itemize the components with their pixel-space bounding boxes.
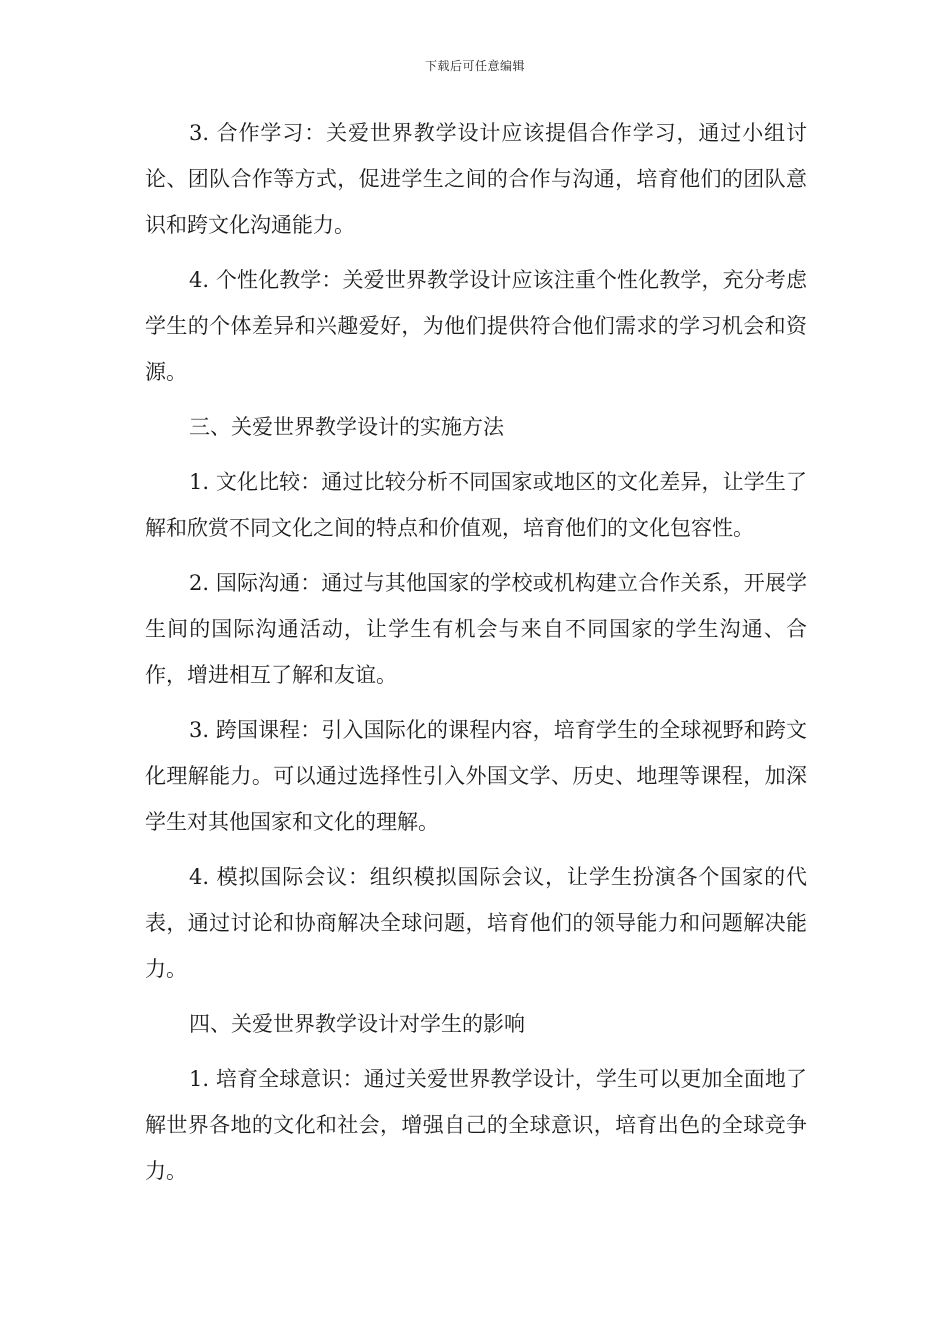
section-heading-implementation: 三、关爱世界教学设计的实施方法 — [189, 415, 504, 439]
paragraph-personalized-teaching: 4. 个性化教学：关爱世界教学设计应该注重个性化教学，充分考虑学生的个体差异和兴趣爱好，为他们提供符合他们需求的学习机会和资源。 — [145, 268, 807, 384]
paragraph-global-awareness: 1. 培育全球意识：通过关爱世界教学设计，学生可以更加全面地了解世界各地的文化和社会，增强自己的全球意识，培育出色的全球竞争力。 — [145, 1067, 807, 1183]
section-heading-impact: 四、关爱世界教学设计对学生的影响 — [189, 1012, 525, 1036]
paragraph-international-communication: 2. 国际沟通：通过与其他国家的学校或机构建立合作关系，开展学生间的国际沟通活动，让学生有机会与来自不同国家的学生沟通、合作，增进相互了解和友谊。 — [145, 571, 807, 687]
header-note: 下载后可任意编辑 — [424, 59, 525, 73]
paragraph-cooperative-learning: 3. 合作学习：关爱世界教学设计应该提倡合作学习，通过小组讨论、团队合作等方式，促进学生之间的合作与沟通，培育他们的团队意识和跨文化沟通能力。 — [145, 121, 807, 237]
document-body — [145, 110, 807, 1203]
paragraph-model-conference: 4. 模拟国际会议：组织模拟国际会议，让学生扮演各个国家的代表，通过讨论和协商解决全球问题，培育他们的领导能力和问题解决能力。 — [145, 865, 807, 981]
paragraph-cultural-comparison: 1. 文化比较：通过比较分析不同国家或地区的文化差异，让学生了解和欣赏不同文化之间的特点和价值观，培育他们的文化包容性。 — [145, 470, 807, 540]
paragraph-transnational-curriculum: 3. 跨国课程：引入国际化的课程内容，培育学生的全球视野和跨文化理解能力。可以通过选择性引入外国文学、历史、地理等课程，加深学生对其他国家和文化的理解。 — [145, 718, 807, 834]
